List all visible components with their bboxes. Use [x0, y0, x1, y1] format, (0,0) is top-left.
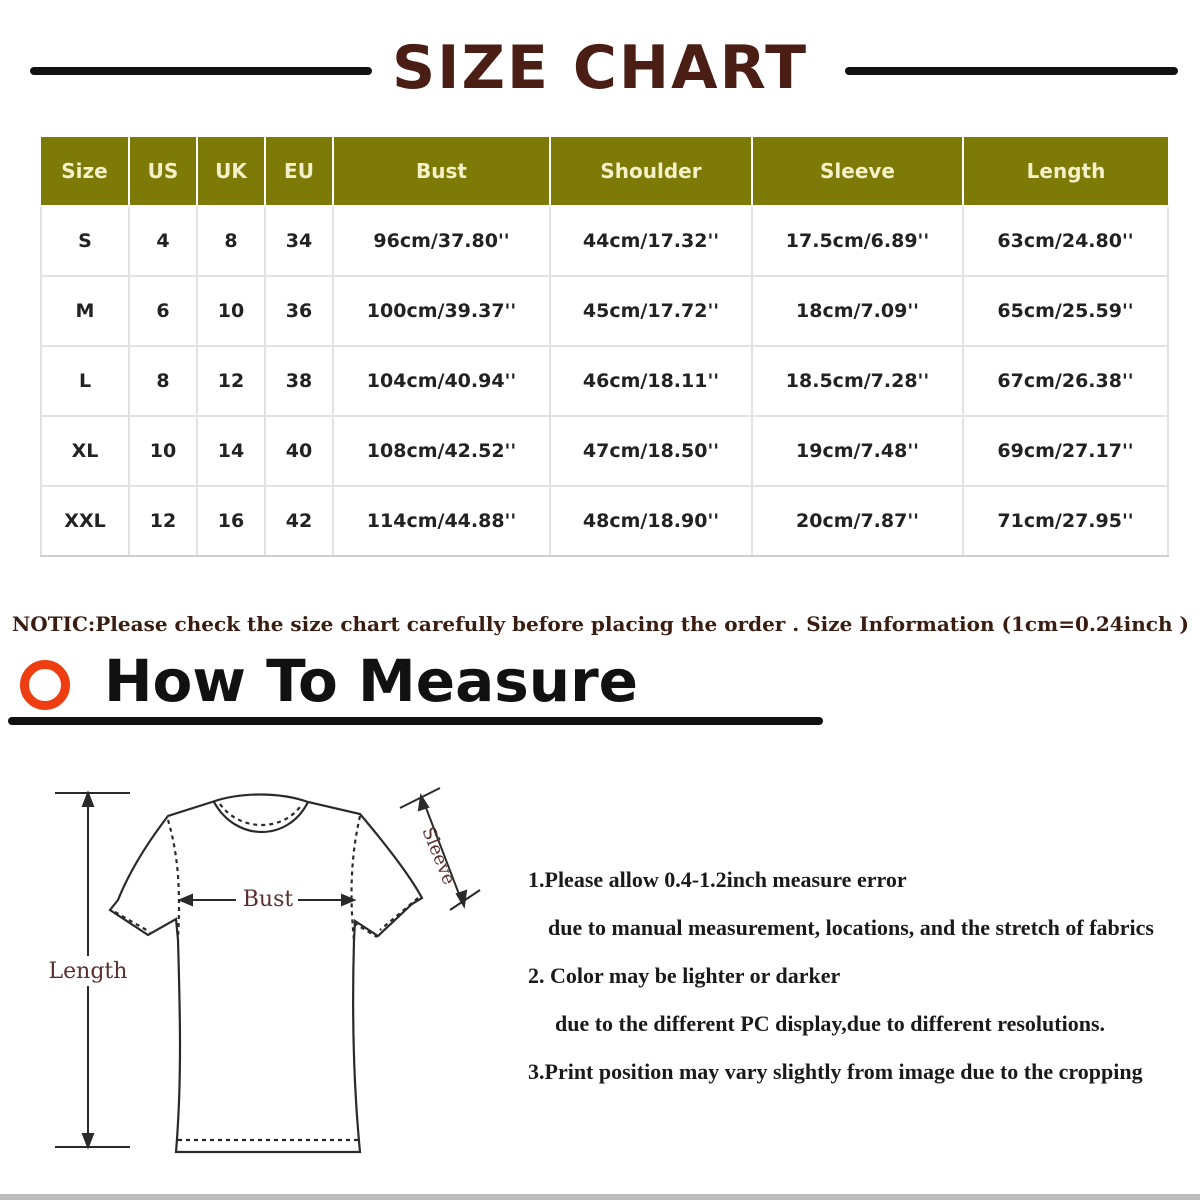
- uk-cell: 14: [197, 416, 265, 486]
- bust-cell: 104cm/40.94'': [333, 346, 550, 416]
- sleeve-cell: 18cm/7.09'': [752, 276, 963, 346]
- table-row: [41, 486, 1168, 556]
- bust-cell: 114cm/44.88'': [333, 486, 550, 556]
- eu-cell: 38: [265, 346, 333, 416]
- eu-cell: 42: [265, 486, 333, 556]
- shoulder-cell: 46cm/18.11'': [550, 346, 752, 416]
- size-notice: NOTIC:Please check the size chart carefully before placing the order . Size Information (1cm=0.24inch ): [12, 612, 1189, 636]
- uk-cell: 10: [197, 276, 265, 346]
- table-row: [41, 206, 1168, 276]
- us-cell: 6: [129, 276, 197, 346]
- ring-icon: [20, 660, 70, 710]
- uk-cell: 16: [197, 486, 265, 556]
- length-cell: 65cm/25.59'': [963, 276, 1168, 346]
- uk-cell: 8: [197, 206, 265, 276]
- bust-label: Bust: [242, 887, 294, 912]
- size-cell: L: [41, 346, 129, 416]
- length-cell: 63cm/24.80'': [963, 206, 1168, 276]
- eu-cell: 40: [265, 416, 333, 486]
- bust-cell: 96cm/37.80'': [333, 206, 550, 276]
- bust-cell: 108cm/42.52'': [333, 416, 550, 486]
- column-header-us: US: [129, 137, 197, 206]
- column-header-sleeve: Sleeve: [752, 137, 963, 206]
- table-header-row: [41, 137, 1168, 206]
- shoulder-cell: 45cm/17.72'': [550, 276, 752, 346]
- bottom-border: [0, 1194, 1200, 1200]
- table-row: [41, 346, 1168, 416]
- us-cell: 4: [129, 206, 197, 276]
- size-cell: S: [41, 206, 129, 276]
- sleeve-cell: 18.5cm/7.28'': [752, 346, 963, 416]
- tshirt-outline: [110, 795, 422, 1153]
- column-header-length: Length: [963, 137, 1168, 206]
- column-header-shoulder: Shoulder: [550, 137, 752, 206]
- table-row: [41, 416, 1168, 486]
- sleeve-cell: 19cm/7.48'': [752, 416, 963, 486]
- bust-cell: 100cm/39.37'': [333, 276, 550, 346]
- title-rule-right: [845, 67, 1178, 75]
- sleeve-cell: 20cm/7.87'': [752, 486, 963, 556]
- note-line: due to the different PC display,due to different resolutions.: [555, 1011, 1106, 1036]
- us-cell: 8: [129, 346, 197, 416]
- uk-cell: 12: [197, 346, 265, 416]
- measure-notes: [528, 862, 1193, 1102]
- shoulder-cell: 48cm/18.90'': [550, 486, 752, 556]
- measure-rule: [8, 717, 823, 725]
- size-cell: XXL: [41, 486, 129, 556]
- length-cell: 71cm/27.95'': [963, 486, 1168, 556]
- measure-title: How To Measure: [104, 647, 639, 715]
- note-line: 2. Color may be lighter or darker: [528, 963, 841, 988]
- eu-cell: 34: [265, 206, 333, 276]
- shoulder-cell: 44cm/17.32'': [550, 206, 752, 276]
- note-line: 3.Print position may vary slightly from image due to the cropping: [528, 1059, 1143, 1084]
- column-header-size: Size: [41, 137, 129, 206]
- table-row: [41, 276, 1168, 346]
- size-cell: M: [41, 276, 129, 346]
- sleeve-cell: 17.5cm/6.89'': [752, 206, 963, 276]
- length-cell: 67cm/26.38'': [963, 346, 1168, 416]
- column-header-uk: UK: [197, 137, 265, 206]
- length-cell: 69cm/27.17'': [963, 416, 1168, 486]
- column-header-bust: Bust: [333, 137, 550, 206]
- shoulder-cell: 47cm/18.50'': [550, 416, 752, 486]
- us-cell: 12: [129, 486, 197, 556]
- note-line: due to manual measurement, locations, and the stretch of fabrics: [548, 915, 1154, 940]
- us-cell: 10: [129, 416, 197, 486]
- length-label: Length: [48, 959, 128, 984]
- size-chart-table: [40, 137, 1169, 557]
- page-title: SIZE CHART: [391, 33, 809, 103]
- sleeve-label: Sleeve: [417, 824, 460, 888]
- size-cell: XL: [41, 416, 129, 486]
- note-line: 1.Please allow 0.4-1.2inch measure error: [528, 867, 907, 892]
- eu-cell: 36: [265, 276, 333, 346]
- tshirt-diagram: [30, 780, 500, 1160]
- column-header-eu: EU: [265, 137, 333, 206]
